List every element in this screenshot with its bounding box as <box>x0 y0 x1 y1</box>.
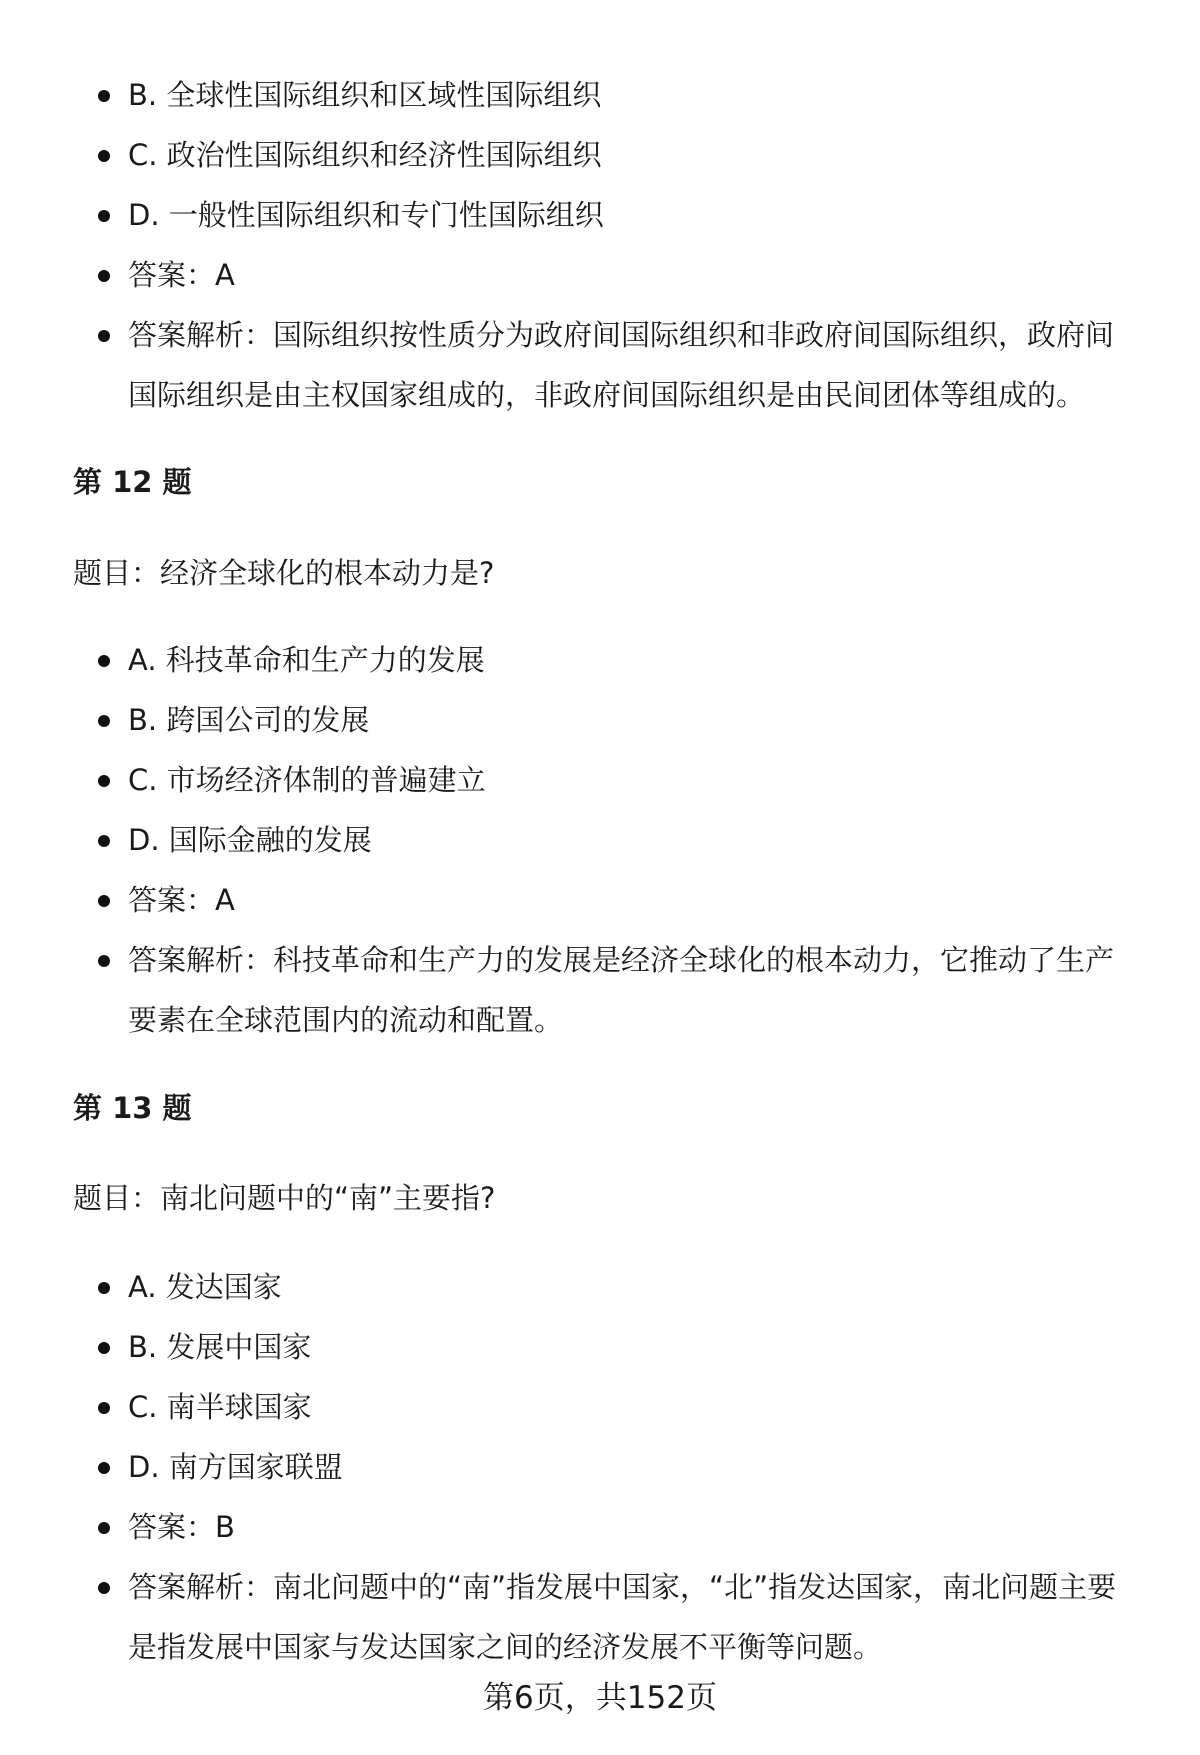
bullet-icon <box>98 1522 110 1534</box>
bullet-icon <box>98 775 110 787</box>
bullet-icon <box>98 150 110 162</box>
list-item <box>0 305 1200 425</box>
explanation-text: 答案解析：科技革命和生产力的发展是经济全球化的根本动力，它推动了生产要素在全球范围内的流动和配置。 <box>128 943 1115 1037</box>
bullet-icon <box>98 330 110 342</box>
list-item <box>0 65 1200 125</box>
list-item <box>0 870 1200 930</box>
option-text: C. 南半球国家 <box>128 1390 312 1424</box>
list-item <box>0 1257 1200 1317</box>
q13-option-list <box>0 1257 1200 1677</box>
list-item <box>0 125 1200 185</box>
bullet-icon <box>98 1462 110 1474</box>
option-text: C. 政治性国际组织和经济性国际组织 <box>128 138 602 172</box>
option-text: D. 国际金融的发展 <box>128 823 372 857</box>
explanation-text: 答案解析：南北问题中的“南”指发展中国家，“北”指发达国家，南北问题主要是指发展中国家与发达国家之间的经济发展不平衡等问题。 <box>128 1570 1117 1664</box>
bullet-icon <box>98 835 110 847</box>
option-text: B. 跨国公司的发展 <box>128 703 370 737</box>
list-item <box>0 930 1200 1050</box>
q12-option-list <box>0 630 1200 1050</box>
list-item <box>0 690 1200 750</box>
explanation-text: 答案解析：国际组织按性质分为政府间国际组织和非政府间国际组织，政府间国际组织是由主权国家组成的，非政府间国际组织是由民间团体等组成的。 <box>128 318 1115 412</box>
bullet-icon <box>98 955 110 967</box>
answer-text: 答案：A <box>128 258 235 292</box>
bullet-icon <box>98 1582 110 1594</box>
list-item <box>0 1437 1200 1497</box>
bullet-icon <box>98 90 110 102</box>
list-item <box>0 185 1200 245</box>
list-item <box>0 245 1200 305</box>
bullet-icon <box>98 655 110 667</box>
list-item <box>0 630 1200 690</box>
bullet-icon <box>98 715 110 727</box>
bullet-icon <box>98 1402 110 1414</box>
list-item <box>0 1497 1200 1557</box>
list-item <box>0 1377 1200 1437</box>
bullet-icon <box>98 1282 110 1294</box>
bullet-icon <box>98 895 110 907</box>
bullet-icon <box>98 1342 110 1354</box>
question-heading: 第 13 题 <box>73 1091 192 1125</box>
option-text: C. 市场经济体制的普遍建立 <box>128 763 486 797</box>
list-item <box>0 1317 1200 1377</box>
question-text: 题目：南北问题中的“南”主要指? <box>73 1181 496 1215</box>
bullet-icon <box>98 210 110 222</box>
list-item <box>0 750 1200 810</box>
option-text: A. 发达国家 <box>128 1270 282 1304</box>
question-text: 题目：经济全球化的根本动力是? <box>73 556 495 590</box>
q11-option-list <box>0 65 1200 425</box>
page-number: 第6页，共152页 <box>483 1680 717 1716</box>
question-heading: 第 12 题 <box>73 465 192 499</box>
list-item <box>0 810 1200 870</box>
list-item <box>0 1557 1200 1677</box>
option-text: A. 科技革命和生产力的发展 <box>128 643 485 677</box>
answer-text: 答案：B <box>128 1510 235 1544</box>
option-text: B. 发展中国家 <box>128 1330 312 1364</box>
bullet-icon <box>98 270 110 282</box>
answer-text: 答案：A <box>128 883 235 917</box>
option-text: B. 全球性国际组织和区域性国际组织 <box>128 78 602 112</box>
option-text: D. 南方国家联盟 <box>128 1450 343 1484</box>
option-text: D. 一般性国际组织和专门性国际组织 <box>128 198 604 232</box>
